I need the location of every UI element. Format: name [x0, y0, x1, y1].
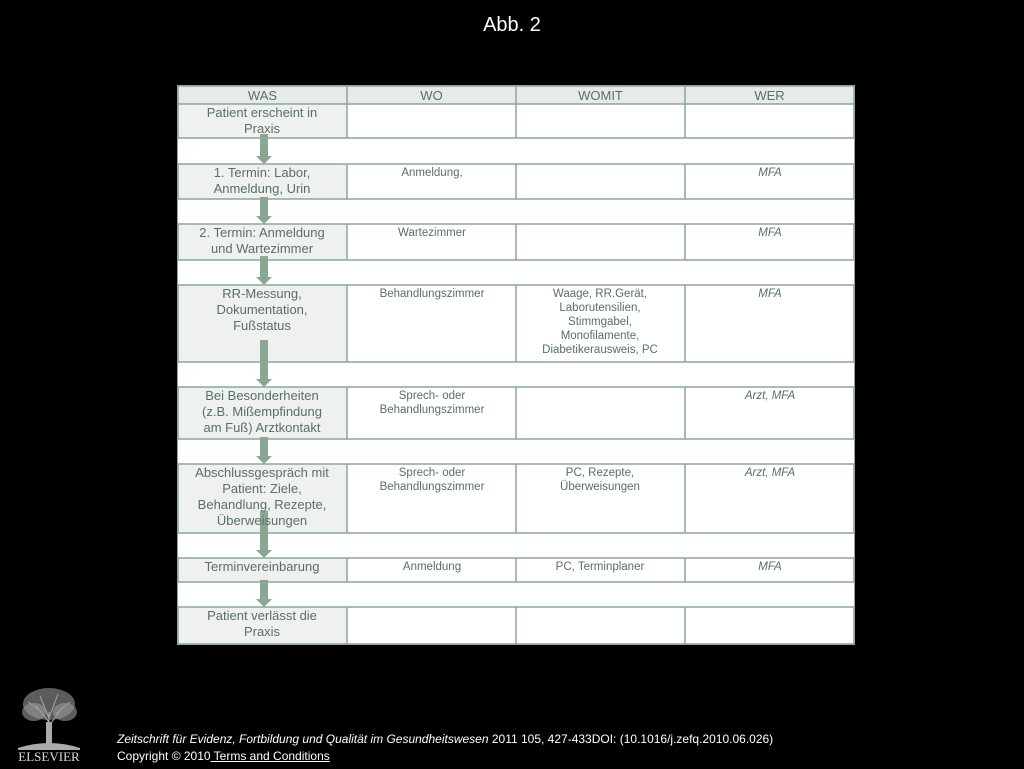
column-header-womit: WOMIT: [578, 88, 623, 103]
workflow-table-figure: [177, 85, 855, 645]
column-header-wer: WER: [754, 88, 785, 103]
was-cell-text: Abschlussgespräch mit: [195, 465, 329, 480]
wer-cell-text: Arzt, MFA: [744, 467, 796, 479]
slide-footer: [117, 731, 773, 765]
womit-cell-text: Waage, RR.Gerät,: [552, 288, 648, 300]
flow-arrow: [256, 580, 272, 607]
was-cell-text: Patient erscheint in: [206, 105, 318, 120]
workflow-table: [178, 86, 854, 644]
elsevier-logo: [10, 682, 88, 764]
womit-cell-text: Stimmgabel,: [568, 316, 632, 328]
was-cell-text: Bei Besonderheiten: [205, 388, 319, 403]
column-header-was: WAS: [247, 88, 278, 103]
was-cell-text: 2. Termin: Anmeldung: [199, 225, 325, 240]
was-cell-text: RR-Messung,: [222, 286, 302, 301]
copyright-text: Copyright © 2010: [117, 749, 211, 763]
was-cell-text: Fußstatus: [233, 318, 291, 333]
wo-cell-text: Behandlungszimmer: [379, 481, 485, 493]
was-cell-text: Überweisungen: [216, 513, 308, 528]
flow-arrow: [256, 437, 272, 464]
womit-cell-text: Überweisungen: [560, 481, 640, 493]
was-cell-text: Praxis: [243, 624, 281, 639]
was-cell-text: und Wartezimmer: [210, 241, 314, 256]
copyright-line: [117, 748, 773, 765]
was-cell-text: Patient verlässt die: [207, 608, 317, 623]
slide-title: Abb. 2: [483, 14, 541, 36]
was-cell-text: Patient: Ziele,: [222, 481, 302, 496]
wo-cell-text: Behandlungszimmer: [379, 288, 485, 300]
was-cell-text: am Fuß) Arztkontakt: [203, 420, 321, 435]
womit-cell-text: Monofilamente,: [560, 330, 640, 342]
citation-details: 2011 105, 427-433DOI: (10.1016/j.zefq.2010.06.026): [488, 732, 774, 746]
citation-line: [117, 731, 773, 748]
was-cell-text: Dokumentation,: [216, 302, 308, 317]
wer-cell-text: MFA: [758, 167, 782, 179]
wer-cell-text: MFA: [758, 227, 782, 239]
wo-cell-text: Sprech- oder: [398, 390, 466, 402]
elsevier-wordmark: ELSEVIER: [18, 749, 80, 764]
was-cell-text: Terminvereinbarung: [204, 559, 320, 574]
womit-cell-text: PC, Terminplaner: [555, 561, 645, 573]
wo-cell-text: Anmeldung,: [401, 167, 463, 179]
was-cell-text: Anmeldung, Urin: [213, 181, 311, 196]
was-cell-text: (z.B. Mißempfindung: [202, 404, 322, 419]
was-cell-text: 1. Termin: Labor,: [213, 165, 311, 180]
wer-cell-text: MFA: [758, 288, 782, 300]
wer-cell-text: Arzt, MFA: [744, 390, 796, 402]
was-cell-text: Behandlung, Rezepte,: [197, 497, 327, 512]
terms-link[interactable]: Terms and Conditions: [210, 749, 330, 763]
flow-arrow: [256, 197, 272, 224]
wo-cell-text: Anmeldung: [402, 561, 462, 573]
journal-citation: Zeitschrift für Evidenz, Fortbildung und Qualität im Gesundheitswesen: [117, 732, 489, 746]
was-cell-text: Praxis: [243, 121, 281, 136]
womit-cell-text: Laborutensilien,: [559, 302, 641, 314]
wo-cell-text: Sprech- oder: [398, 467, 466, 479]
wo-cell-text: Wartezimmer: [398, 227, 466, 239]
womit-cell-text: Diabetikerausweis, PC: [542, 344, 658, 356]
womit-cell-text: PC, Rezepte,: [565, 467, 635, 479]
wer-cell-text: MFA: [758, 561, 782, 573]
wo-cell-text: Behandlungszimmer: [379, 404, 485, 416]
column-header-wo: WO: [420, 88, 443, 103]
